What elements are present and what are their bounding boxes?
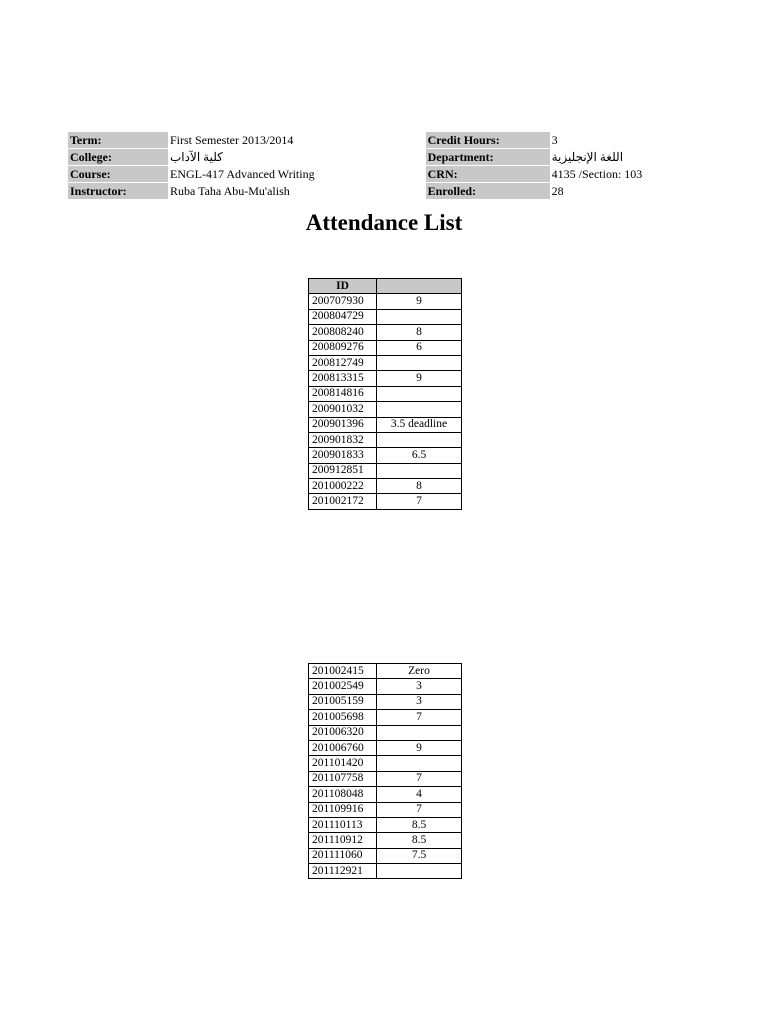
college-value: كلية الآداب	[168, 149, 317, 166]
score-cell	[377, 432, 462, 447]
student-id-cell: 201101420	[309, 756, 377, 771]
score-cell	[377, 463, 462, 478]
score-cell: 8.5	[377, 817, 462, 832]
instructor-label: Instructor:	[68, 183, 168, 200]
student-id-cell: 201110113	[309, 817, 377, 832]
college-label: College:	[68, 149, 168, 166]
enrolled-label: Enrolled:	[426, 183, 550, 200]
crn-value: 4135 /Section: 103	[550, 166, 708, 183]
score-cell	[377, 355, 462, 370]
score-cell: 9	[377, 371, 462, 386]
student-id-cell: 200901832	[309, 432, 377, 447]
credit-hours-label: Credit Hours:	[426, 132, 550, 149]
course-info-table	[68, 132, 708, 200]
student-id-cell: 200809276	[309, 340, 377, 355]
student-id-cell: 201002172	[309, 494, 377, 509]
info-row-course	[68, 166, 708, 183]
student-id-cell: 201006760	[309, 740, 377, 755]
info-row-instructor	[68, 183, 708, 200]
table-row	[309, 355, 462, 370]
score-cell	[377, 864, 462, 879]
table-row	[309, 325, 462, 340]
student-id-cell: 201110912	[309, 833, 377, 848]
table-row	[309, 756, 462, 771]
info-row-college	[68, 149, 708, 166]
score-cell: 7	[377, 494, 462, 509]
student-id-cell: 201107758	[309, 771, 377, 786]
table-row	[309, 402, 462, 417]
score-cell	[377, 386, 462, 401]
table-row	[309, 463, 462, 478]
column-header-value	[377, 279, 462, 294]
score-cell: 3	[377, 679, 462, 694]
student-id-cell: 200707930	[309, 294, 377, 309]
score-cell	[377, 402, 462, 417]
score-cell: 7.5	[377, 848, 462, 863]
page-title: Attendance List	[305, 210, 463, 235]
table-row	[309, 740, 462, 755]
table-row	[309, 664, 462, 679]
student-id-cell: 200912851	[309, 463, 377, 478]
student-id-cell: 201112921	[309, 864, 377, 879]
student-id-cell: 201005698	[309, 710, 377, 725]
attendance-table-2	[308, 663, 462, 879]
student-id-cell: 201111060	[309, 848, 377, 863]
table-row	[309, 432, 462, 447]
credit-hours-value: 3	[550, 132, 708, 149]
table-row	[309, 479, 462, 494]
student-id-cell: 201005159	[309, 694, 377, 709]
student-id-cell: 200901032	[309, 402, 377, 417]
student-id-cell: 201108048	[309, 787, 377, 802]
score-cell	[377, 756, 462, 771]
score-cell: 7	[377, 802, 462, 817]
table-row	[309, 679, 462, 694]
score-cell	[377, 725, 462, 740]
score-cell: 3.5 deadline	[377, 417, 462, 432]
student-id-cell: 200812749	[309, 355, 377, 370]
student-id-cell: 201000222	[309, 479, 377, 494]
term-value: First Semester 2013/2014	[168, 132, 317, 149]
term-label: Term:	[68, 132, 168, 149]
score-cell: 7	[377, 771, 462, 786]
table-row	[309, 494, 462, 509]
score-cell: 6	[377, 340, 462, 355]
score-cell: 8	[377, 479, 462, 494]
table-row	[309, 294, 462, 309]
score-cell: Zero	[377, 664, 462, 679]
score-cell: 3	[377, 694, 462, 709]
instructor-value: Ruba Taha Abu-Mu'alish	[168, 183, 317, 200]
table-row	[309, 448, 462, 463]
student-id-cell: 201002415	[309, 664, 377, 679]
table-header-row	[309, 279, 462, 294]
table-row	[309, 694, 462, 709]
crn-label: CRN:	[426, 166, 550, 183]
student-id-cell: 200901833	[309, 448, 377, 463]
student-id-cell: 200808240	[309, 325, 377, 340]
table-row	[309, 340, 462, 355]
department-value: اللغة الإنجليزية	[550, 149, 708, 166]
department-label: Department:	[426, 149, 550, 166]
table-row	[309, 833, 462, 848]
student-id-cell: 201002549	[309, 679, 377, 694]
score-cell: 7	[377, 710, 462, 725]
table-row	[309, 371, 462, 386]
score-cell: 6.5	[377, 448, 462, 463]
course-value: ENGL-417 Advanced Writing	[170, 166, 315, 181]
attendance-table-1	[308, 278, 462, 510]
table-row	[309, 864, 462, 879]
info-row-term	[68, 132, 708, 149]
table-row	[309, 710, 462, 725]
student-id-cell: 201006320	[309, 725, 377, 740]
student-id-cell: 200813315	[309, 371, 377, 386]
student-id-cell: 200901396	[309, 417, 377, 432]
score-cell: 4	[377, 787, 462, 802]
table-row	[309, 787, 462, 802]
score-cell	[377, 309, 462, 324]
table-row	[309, 725, 462, 740]
table-row	[309, 771, 462, 786]
table-row	[309, 417, 462, 432]
score-cell: 9	[377, 294, 462, 309]
student-id-cell: 200804729	[309, 309, 377, 324]
course-label: Course:	[68, 166, 168, 183]
table-row	[309, 309, 462, 324]
table-row	[309, 802, 462, 817]
table-row	[309, 848, 462, 863]
student-id-cell: 201109916	[309, 802, 377, 817]
enrolled-value: 28	[550, 183, 708, 200]
score-cell: 8	[377, 325, 462, 340]
column-header-id: ID	[309, 279, 377, 294]
table-row	[309, 817, 462, 832]
score-cell: 8.5	[377, 833, 462, 848]
table-row	[309, 386, 462, 401]
student-id-cell: 200814816	[309, 386, 377, 401]
score-cell: 9	[377, 740, 462, 755]
